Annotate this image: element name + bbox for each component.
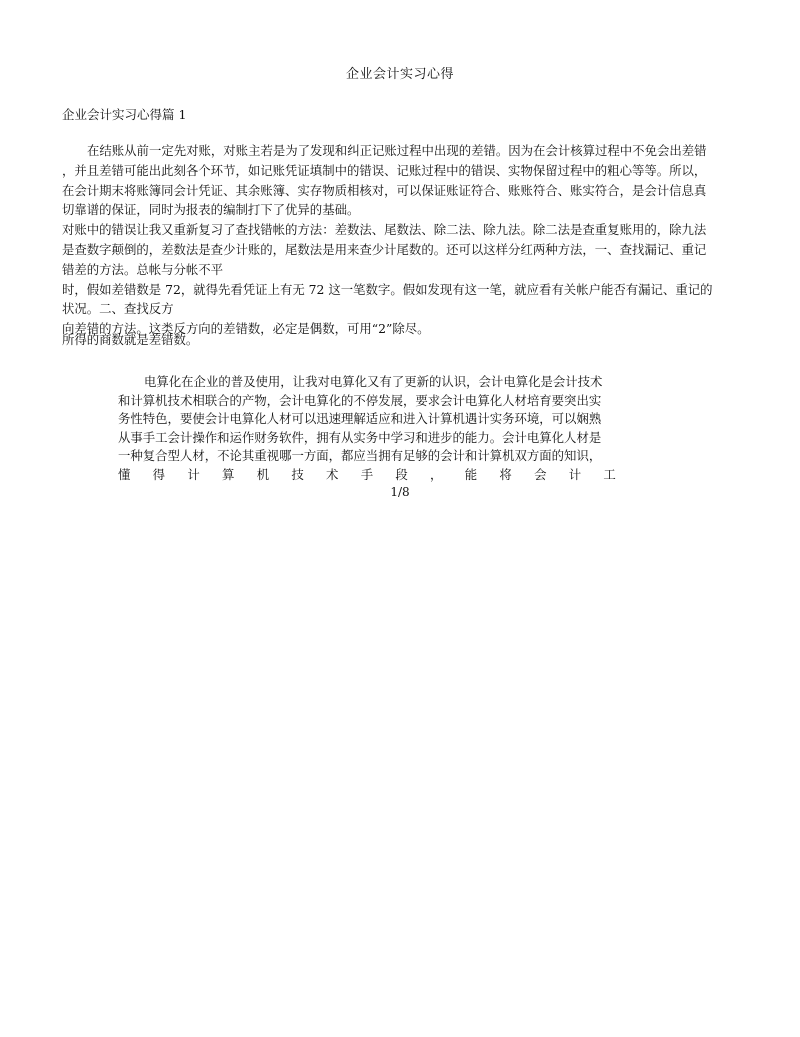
char: 能 [464,466,478,482]
char: 算 [222,466,235,482]
char: 懂 [118,466,131,482]
text-line: 时，假如差错数是 72，就得先看凭证上有无 72 这一笔数字。假如发现有这一笔，就应看有关帐户能否有漏记、重记的 [62,281,713,297]
paragraph-reconciliation [62,141,744,339]
char: 技 [291,466,304,482]
text-line: 务性特色，要使会计电算化人材可以迅速理解适应和进入计算机遇计实务环境，可以娴熟 [118,411,602,427]
text-line: 在结账从前一定先对账，对账主若是为了发现和纠正记账过程中出现的差错。因为在会计核算过程中不免会出差错 [87,143,707,158]
char: 手 [360,466,374,482]
paragraph-computerization [118,373,638,485]
text-line: ，并且差错可能出此刻各个环节，如记账凭证填制中的错误、记账过程中的错误、实物保留过程中的粗心等等。所以， [62,162,707,178]
text-line: 在会计期末将账簿同会计凭证、其余账簿、实存物质相核对，可以保证账证符合、账账符合、账实符合，是会计信息真 [62,182,707,198]
char: 会 [534,466,547,482]
text-line: 从事手工会计操作和运作财务软件，拥有从实务中学习和进步的能力。会计电算化人材是 [118,429,602,445]
text-line: 状况。二、查找反方 [62,301,174,317]
text-line: 和计算机技术相联合的产物，会计电算化的不停发展，要求会计电算化人材培育要突出实 [118,392,602,408]
char: 机 [256,466,270,482]
text-line: 电算化在企业的普及使用，让我对电算化又有了更新的认识，会计电算化是会计技术 [144,374,603,389]
char: 计 [568,466,582,482]
char: 得 [152,466,166,482]
page-number: 1/8 [390,485,410,499]
text-line: 一种复合型人材，不论其重视哪一方面，都应当拥有足够的会计和计算机双方面的知识， [118,448,602,464]
text-line: 错差的方法。总帐与分帐不平 [62,261,224,277]
char: 将 [499,466,512,482]
char: 段 [395,466,408,482]
text-line: 向差错的方法。这类反方向的差错数，必定是偶数，可用“2”除尽。 [62,321,430,337]
char: 术 [326,466,339,482]
char: ， [430,466,443,482]
document-title: 企业会计实习心得 [345,67,454,82]
char: 工 [603,466,616,482]
paragraph-quotient: 所得的商数就是差错数。 [62,332,199,347]
text-line: 切靠谱的保证，同时为报表的编制打下了优异的基础。 [62,202,360,218]
justified-text-line [118,466,616,485]
char: 计 [187,466,200,482]
section-heading: 企业会计实习心得篇 1 [62,107,187,122]
text-line: 是查数字颠倒的，差数法是查少计账的，尾数法是用来查少计尾数的。还可以这样分红两种方法，一、查找漏记、重记 [62,241,707,257]
text-line: 对账中的错误让我又重新复习了查找错帐的方法：差数法、尾数法、除二法、除九法。除二法是查重复账用的，除九法 [62,222,707,238]
